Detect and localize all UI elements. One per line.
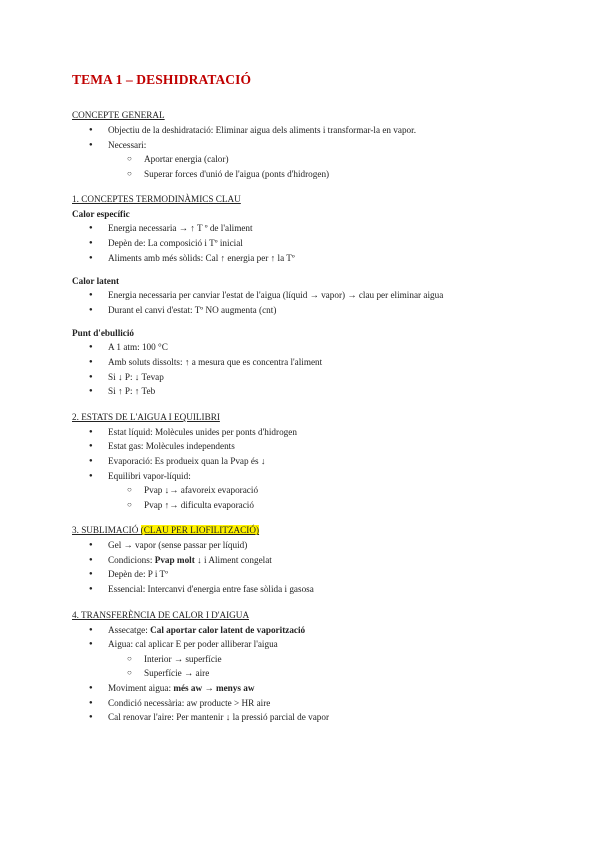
concepte-general-list <box>72 123 542 181</box>
calor-especific-list <box>72 221 542 265</box>
highlighted-text: (CLAU PER LIOFILITZACIÓ) <box>140 525 260 536</box>
list-item <box>72 623 542 638</box>
section-heading-concepte-general: CONCEPTE GENERAL <box>72 110 165 120</box>
sub-list-item: ○ Superar forces d'unió de l'aigua (ponts d'hidrogen) <box>72 167 542 182</box>
list-item: ● Condició necessària: aw producte > HR aire <box>72 696 542 711</box>
section-heading-text: 3. SUBLIMACIÓ <box>72 525 141 536</box>
list-item: ● Aigua: cal aplicar E per poder alliberar l'aigua <box>72 637 542 652</box>
document-page <box>72 72 542 725</box>
subheading-punt-ebullicio: Punt d'ebullició <box>72 328 135 339</box>
sub-list-item: ○ Aportar energia (calor) <box>72 152 542 167</box>
section-heading-transferencia: 4. TRANSFERÈNCIA DE CALOR I D'AIGUA <box>72 609 250 620</box>
text: → <box>202 683 216 694</box>
list-item: ● Objectiu de la deshidratació: Eliminar aigua dels aliments i transformar-la en vapor. <box>72 123 542 138</box>
list-item: ● Depèn de: P i Tº <box>72 567 542 582</box>
section-heading-sublimacio <box>72 524 542 536</box>
list-item: ● Si ↑ P: ↑ Teb <box>72 384 542 399</box>
list-item: ● Cal renovar l'aire: Per mantenir ↓ la pressió parcial de vapor <box>72 710 542 725</box>
document-title: TEMA 1 – DESHIDRATACIÓ <box>72 72 252 87</box>
text: Condicions: <box>108 554 155 565</box>
list-item: ● Equilibri vapor-líquid: <box>72 469 542 484</box>
list-item <box>72 681 542 696</box>
list-item: ● Necessari: <box>72 138 542 153</box>
list-item: ● Estat gas: Molècules independents <box>72 439 542 454</box>
list-item: ● Depèn de: La composició i Tº inicial <box>72 236 542 251</box>
sub-list-item: ○ Interior → superfície <box>72 652 542 667</box>
sub-list-item: ○ Pvap ↓→ afavoreix evaporació <box>72 483 542 498</box>
list-item: ● Energia necessaria → ↑ T º de l'aliment <box>72 221 542 236</box>
bold-text: Pvap molt ↓ <box>154 554 202 565</box>
estats-aigua-list <box>72 425 542 513</box>
transferencia-list <box>72 623 542 725</box>
calor-latent-list <box>72 288 542 317</box>
list-item: ● Gel → vapor (sense passar per líquid) <box>72 538 542 553</box>
list-item: ● A 1 atm: 100 °C <box>72 340 542 355</box>
punt-ebullicio-list <box>72 340 542 398</box>
text: Moviment aigua: <box>108 683 174 694</box>
section-heading-estats-aigua: 2. ESTATS DE L'AIGUA I EQUILIBRI <box>72 411 220 422</box>
list-item: ● Evaporació: Es produeix quan la Pvap és ↓ <box>72 454 542 469</box>
sub-list-item: ○ Superfície → aire <box>72 666 542 681</box>
subheading-calor-especific: Calor específic <box>72 209 130 220</box>
list-item: ● Aliments amb més sòlids: Cal ↑ energia per ↑ la Tº <box>72 251 542 266</box>
text: Assecatge: <box>108 624 151 635</box>
sub-list-item: ○ Pvap ↑→ dificulta evaporació <box>72 498 542 513</box>
subheading-calor-latent: Calor latent <box>72 276 120 287</box>
list-item: ● Si ↓ P: ↓ Tevap <box>72 370 542 385</box>
list-item: ● Essencial: Intercanvi d'energia entre fase sòlida i gasosa <box>72 582 542 597</box>
list-item: ● Energia necessaria per canviar l'estat de l'aigua (líquid → vapor) → clau per eliminar aigua <box>72 288 542 303</box>
bold-text: més aw <box>173 683 203 694</box>
list-item: ● Estat líquid: Molècules unides per ponts d'hidrogen <box>72 425 542 440</box>
sublimacio-list <box>72 538 542 596</box>
section-heading-conceptes-termodinamics: 1. CONCEPTES TERMODINÀMICS CLAU <box>72 194 241 205</box>
bold-text: menys aw <box>215 683 255 694</box>
bold-text: Cal aportar calor latent de vaporització <box>150 624 306 635</box>
text: i Aliment congelat <box>201 554 272 565</box>
list-item <box>72 553 542 568</box>
list-item: ● Amb soluts dissolts: ↑ a mesura que es concentra l'aliment <box>72 355 542 370</box>
list-item: ● Durant el canvi d'estat: Tº NO augmenta (cnt) <box>72 303 542 318</box>
